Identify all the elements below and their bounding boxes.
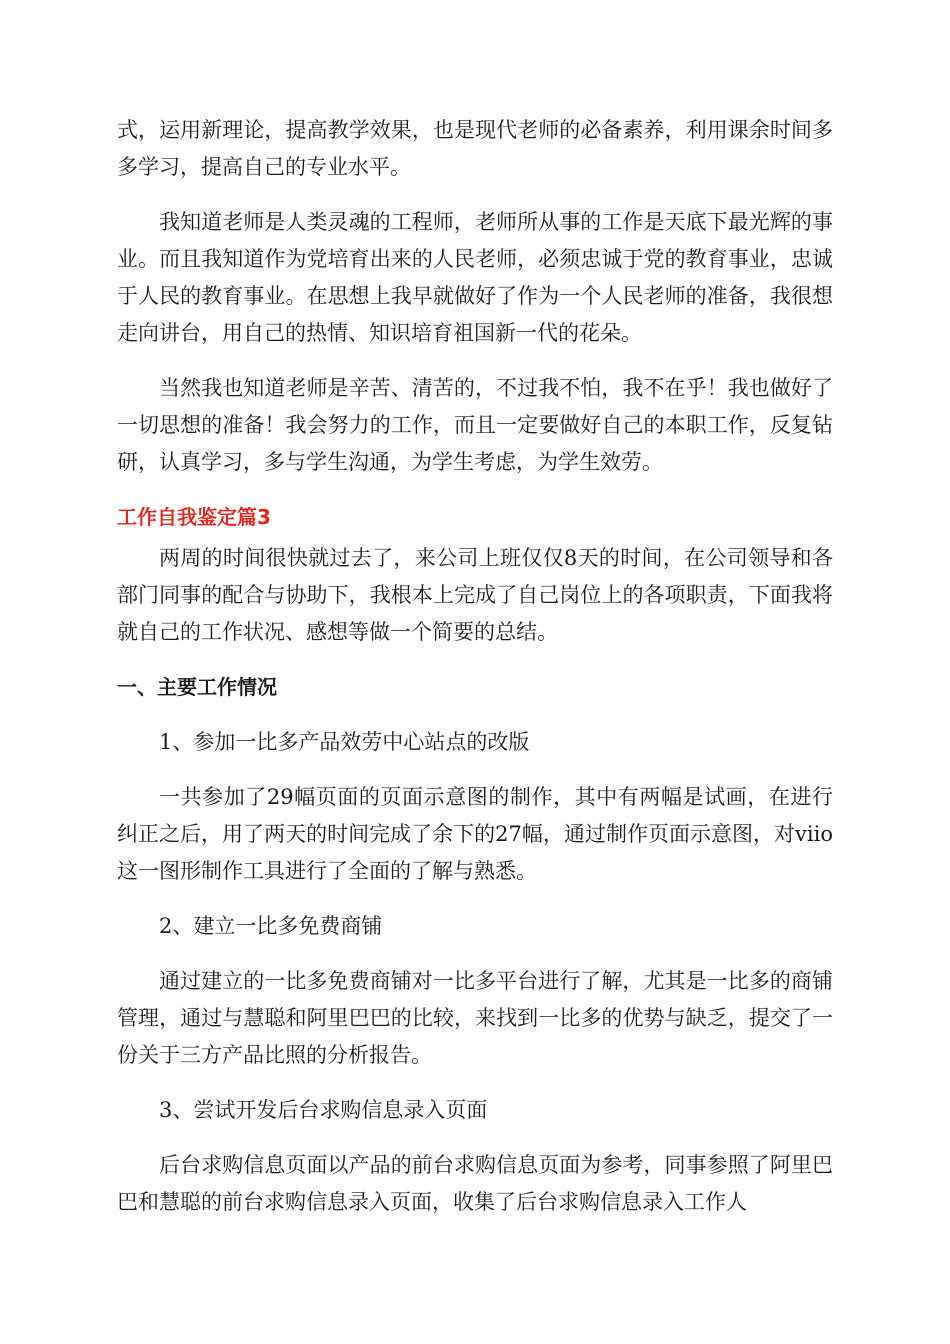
paragraph-teacher-commitment: 当然我也知道老师是辛苦、清苦的，不过我不怕，我不在乎！我也做好了一切思想的准备！我会努力的工作，而且一定要做好自己的本职工作，反复钻研，认真学习，多与学生沟通，为学生考虑，为学生效劳。 — [117, 376, 833, 474]
list-item-3: 3、尝试开发后台求购信息录入页面 — [159, 1098, 488, 1122]
subheading-main-work: 一、主要工作情况 — [117, 675, 277, 699]
section-title: 工作自我鉴定篇3 — [117, 505, 271, 529]
paragraph-teacher-mission: 我知道老师是人类灵魂的工程师，老师所从事的工作是天底下最光辉的事业。而且我知道作为党培育出来的人民老师，必须忠诚于党的教育事业，忠诚于人民的教育事业。在思想上我早就做好了作为一个人民老师的准备，我很想走向讲台，用自己的热情、知识培育祖国新一代的花朵。 — [117, 210, 833, 345]
paragraph-continuation: 式，运用新理论，提高教学效果，也是现代老师的必备素养，利用课余时间多多学习，提高自己的专业水平。 — [117, 118, 833, 179]
document-page — [117, 112, 833, 1239]
paragraph-item-3-detail: 后台求购信息页面以产品的前台求购信息页面为参考，同事参照了阿里巴巴和慧聪的前台求购信息录入页面，收集了后台求购信息录入工作人 — [117, 1153, 833, 1214]
paragraph-item-2-detail: 通过建立的一比多免费商铺对一比多平台进行了解，尤其是一比多的商铺管理，通过与慧聪和阿里巴巴的比较，来找到一比多的优势与缺乏，提交了一份关于三方产品比照的分析报告。 — [117, 969, 833, 1067]
list-item-1: 1、参加一比多产品效劳中心站点的改版 — [159, 730, 530, 754]
paragraph-item-1-detail: 一共参加了29幅页面的页面示意图的制作，其中有两幅是试画，在进行纠正之后，用了两天的时间完成了余下的27幅，通过制作页面示意图，对viio这一图形制作工具进行了全面的了解与熟悉。 — [117, 785, 833, 883]
paragraph-intro-summary: 两周的时间很快就过去了，来公司上班仅仅8天的时间，在公司领导和各部门同事的配合与协助下，我根本上完成了自己岗位上的各项职责，下面我将就自己的工作状况、感想等做一个简要的总结。 — [117, 546, 833, 644]
list-item-2: 2、建立一比多免费商铺 — [159, 914, 383, 938]
